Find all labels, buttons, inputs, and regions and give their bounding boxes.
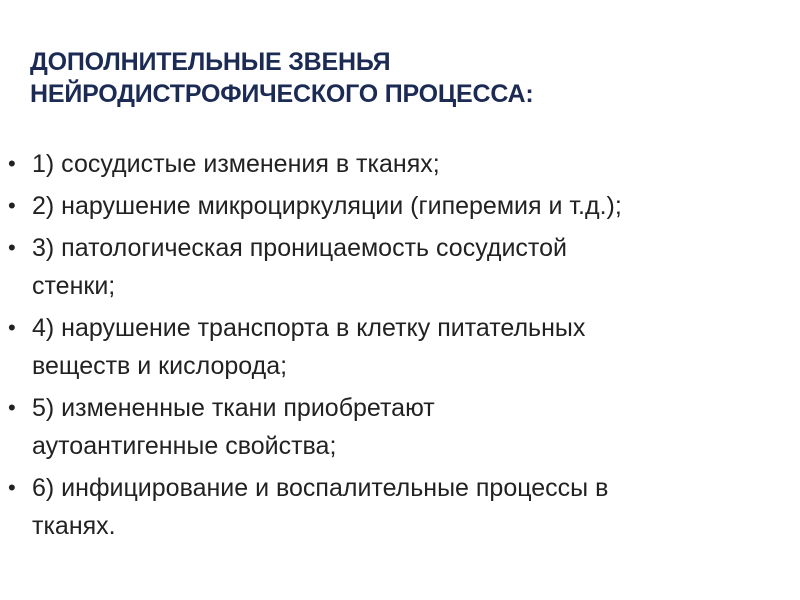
- bullet-icon: •: [8, 475, 16, 500]
- list-item: [0, 389, 790, 465]
- list-item-line-2: тканях.: [32, 512, 116, 540]
- bullet-icon: •: [8, 151, 16, 176]
- bullet-icon: •: [8, 395, 16, 420]
- list-item-line-1: 3) патологическая проницаемость сосудистой: [32, 234, 567, 262]
- list-item: [0, 469, 790, 545]
- list-item-line-1: 6) инфицирование и воспалительные процессы в: [32, 474, 609, 502]
- bullet-icon: •: [8, 315, 16, 340]
- list-item-line-1: 1) сосудистые изменения в тканях;: [32, 150, 440, 178]
- list-item-line-2: аутоантигенные свойства;: [32, 432, 337, 460]
- list-item-line-1: 5) измененные ткани приобретают: [32, 394, 435, 422]
- slide-title-line-1: ДОПОЛНИТЕЛЬНЫЕ ЗВЕНЬЯ: [30, 48, 391, 76]
- bullet-icon: •: [8, 193, 16, 218]
- list-item: [0, 187, 790, 225]
- list-item-line-1: 4) нарушение транспорта в клетку питательных: [32, 314, 586, 342]
- slide-title-line-2: НЕЙРОДИСТРОФИЧЕСКОГО ПРОЦЕССА:: [30, 80, 534, 108]
- slide-title: [30, 46, 770, 110]
- list-item-line-1: 2) нарушение микроциркуляции (гиперемия и т.д.);: [32, 192, 622, 220]
- list-item: [0, 145, 790, 183]
- list-item: [0, 229, 790, 305]
- list-item-line-2: веществ и кислорода;: [32, 352, 288, 380]
- list-item-line-2: стенки;: [32, 272, 116, 300]
- bullet-list: [0, 145, 790, 549]
- list-item: [0, 309, 790, 385]
- bullet-icon: •: [8, 235, 16, 260]
